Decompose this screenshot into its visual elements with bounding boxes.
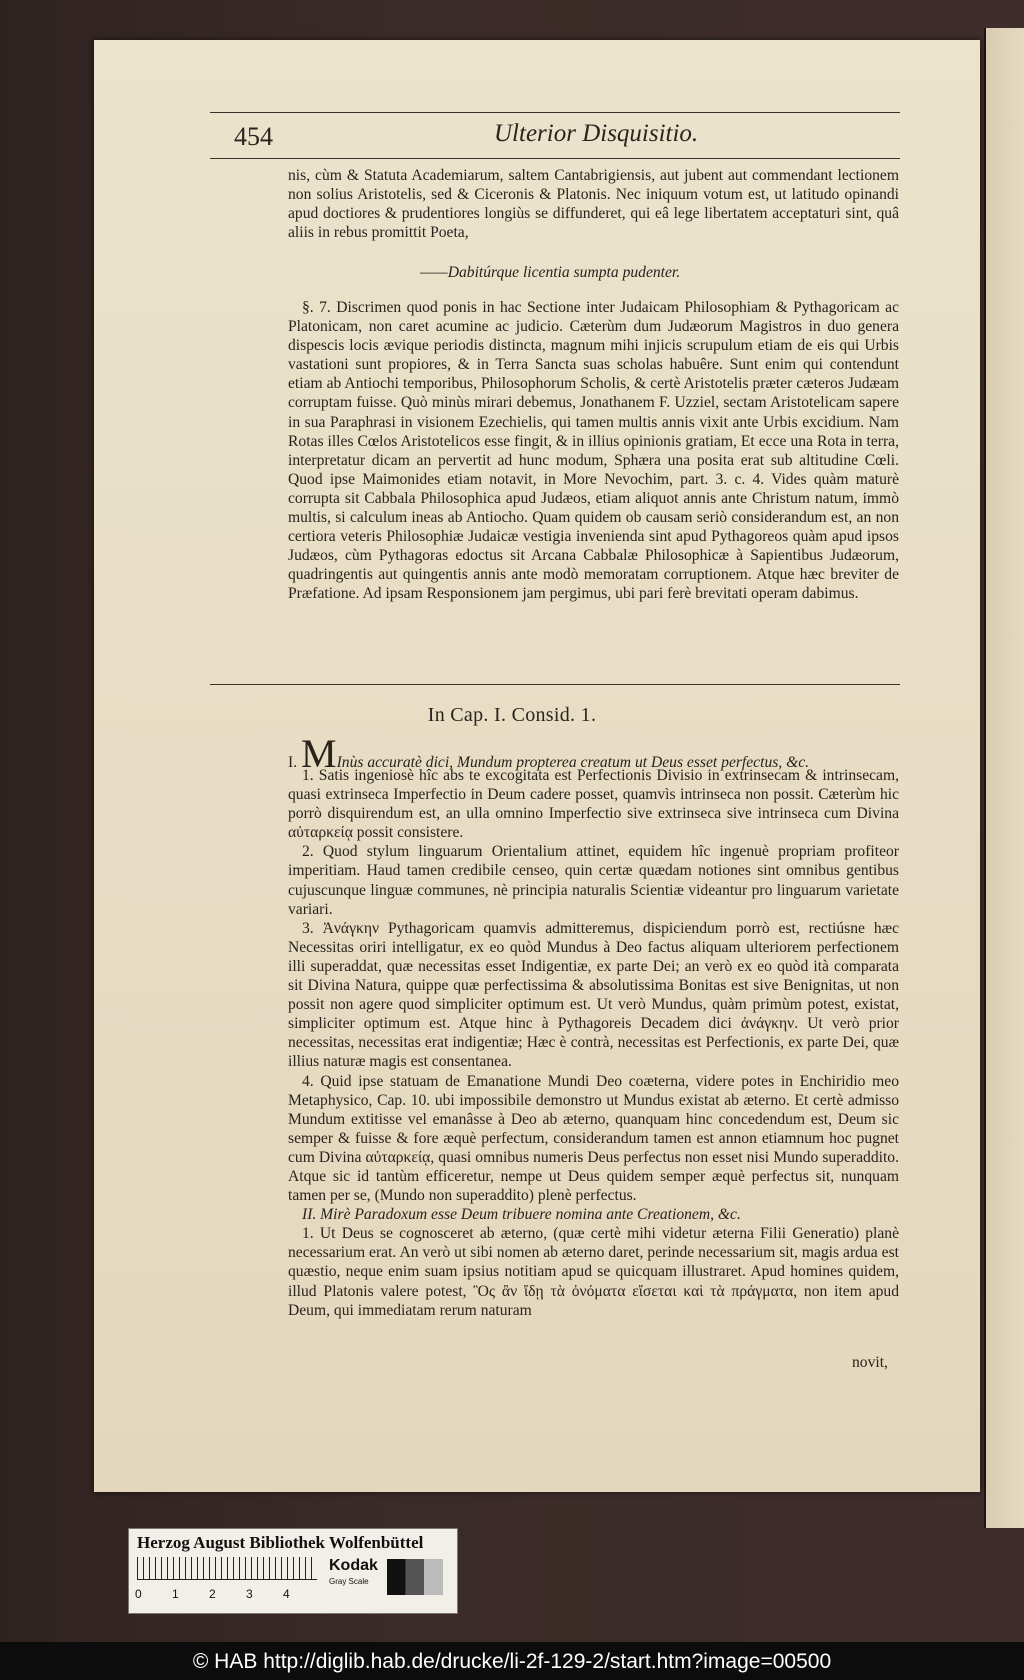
dropcap-letter: M	[301, 731, 337, 776]
section-7-text: §. 7. Discrimen quod ponis in hac Sectione inter Judaicam Philosophiam & Pythagoricam ac Platonicam, non caret acumine ac judicio. Cæterùm dum Judæorum Magistros in duo genera dispescis locis ævique periodis distincta, magnum mihi injicis scrupulum etiam de eis qui Urbis vastationi sunt propiores, & in Terra Sancta suas scholas habuêre. Sunt enim qui contendunt etiam ab Antiochi temporibus, Philosophorum Scholis, & certè Aristotelis præter cæteros Judæam corruptam fuisse. Quò minùs mirari debemus, Jonathanem F. Uzziel, sectam Aristotelicam sapere in sua Paraphrasi in visionem Ezechielis, qui tamen multis annis vixit ante Urbis excidium. Nam Rotas illes Cœlos Aristotelicos esse fingit, & in illius opinionis gratiam, Et ecce una Rota in terra, interpretatur dicam an pervertit ad hunc modum, Sphæra una posita erat sub altitudine Cœli. Quod ipse Maimonides etiam notavit, in More Nevochim, part. 3. c. 4. Vides quàm maturè corrupta sit Cabbala Philosophica apud Judæos, etiam aliquot annis ante Christum natum, immò multis, si calculum ineas ab Antiocho. Quam quidem ob causam seriò considerandum est, an non certiora veteris Philosophiæ Judaicæ vestigia invenienda sint apud Pythagoreos quàm apud ipsos Judæos, cùm Pythagoras edoctus sit Arcana Cabbalæ Philosophicæ à Sapientibus Judæorum, quadringentis aut quingentis annis ante modò memoratam corruptionem. Atque hæc breviter de Præfatione. Ad ipsam Responsionem jam pergimus, ubi pari ferè brevitati operam dabimus.	[288, 299, 899, 603]
ruler-number: 2	[209, 1587, 216, 1601]
footer-bar	[0, 1642, 1024, 1680]
section-heading: In Cap. I. Consid. 1.	[427, 704, 597, 726]
gray-scale-caption: Gray Scale	[329, 1577, 369, 1586]
running-title: Ulterior Disquisitio.	[494, 120, 699, 147]
section-divider	[210, 684, 900, 685]
section-7	[288, 298, 899, 604]
library-name: Herzog August Bibliothek Wolfenbüttel	[137, 1533, 424, 1552]
item-I-paragraphs	[288, 766, 899, 1320]
ruler-number: 0	[135, 1587, 142, 1601]
ruler-scale	[137, 1557, 317, 1580]
item-I-numeral: I.	[288, 754, 298, 771]
paragraph-3: 3. Ἀνάγκην Pythagoricam quamvis admitteremus, dispiciendum porrò est, rectiúsne hæc Necessitas oriri intelligatur, ex eo quòd Mundus à Deo factus aliquam ulteriorem perfectionem illi superaddat, quæ necessitas esset Indigentiæ, ex parte Dei; an verò ex eo quòd ità comparata sit Divina Natura, quippe quæ perfectissima & absolutissima Bonitas est sive Benignitas, ut non possit non agere quod simpliciter optimum est. Ut verò Mundus, quàm primùm potest, existat, simpliciter optimum est. Atque hinc à Pythagoreis Decadem dici ἀνάγκην. Ut verò prior necessitas, necessitas erat indigentiæ; Hæc è contrà, necessitas est Perfectionis, ex parte Dei, quæ illius naturæ magis est consentanea.	[288, 919, 899, 1071]
header-bottom-rule	[210, 158, 900, 159]
top-paragraph	[288, 166, 899, 242]
catchword: novit,	[852, 1354, 888, 1371]
adjacent-page-edge	[984, 28, 1024, 1528]
ruler-number: 3	[246, 1587, 253, 1601]
gray-scale-swatch	[387, 1559, 443, 1595]
item-II-heading: II. Mirè Paradoxum esse Deum tribuere nomina ante Creationem, &c.	[302, 1206, 741, 1224]
page-number: 454	[234, 122, 273, 151]
paragraph-1: 1. Satis ingeniosè hîc abs te excogitata est Perfectionis Divisio in extrinsecam & intrinsecam, quasi extrinseca Imperfectio in Deum cadere posset, quamvìs intrinseca non possit. Cæterùm hic porrò disquirendum est, an ulla omnino Imperfectio sive extrinseca sive intrinseca cum Divina αὐταρκείᾳ possit consistere.	[288, 767, 899, 842]
ruler-number: 1	[172, 1587, 179, 1601]
item-I-text: Inùs accuratè dici, Mundum propterea creatum ut Deus esset perfectus, &c.	[336, 754, 810, 771]
kodak-brand: Kodak	[329, 1557, 378, 1574]
top-paragraph-text: nis, cùm & Statuta Academiarum, saltem Cantabrigiensis, aut jubent aut commendant lectionem non solius Aristotelis, sed & Ciceronis & Platonis. Nec iniquum votum est, ut latitudo opinandi apud doctiores & prudentiores longiùs se diffunderet, qui eâ lege libertatem acceptaturi sint, quâ aliis in rebus promittit Poeta,	[288, 167, 899, 242]
paragraph-II-1: 1. Ut Deus se cognosceret ab æterno, (quæ certè mihi videtur æterna Filii Generatio) planè necessarium erat. An verò ut sibi nomen ab æterno daret, perinde necessarium sit, magis ardua est quæstio, neque enim suam ipsius notitiam apud se quicquam illustraret. Apud homines quidem, illud Platonis valere potest, Ὃς ἂν ἴδῃ τὰ ὀνόματα εἴσεται καὶ τὰ πράγματα, non item apud Deum, qui immediatam rerum naturam	[288, 1225, 899, 1319]
ruler-numbers	[135, 1587, 325, 1601]
library-label	[128, 1528, 458, 1614]
paragraph-4: 4. Quid ipse statuam de Emanatione Mundi Deo coæterna, videre potes in Enchiridio meo Metaphysico, Cap. 10. ubi impossibile demonstro ut Mundus existat ab æterno. Et certè admisso Mundum extitisse vel emanâsse à Deo ab æterno, quanquam hinc concedendum est, Deum sic semper & fuisse & fore æquè perfectum, considerandum tamen est annon etiamnum hoc pugnet cum Divina αὐταρκείᾳ, quasi omnibus numeris Deus perfectus non esset nisi Mundo superaddito. Atque sic id tantùm efficeretur, nempe ut Deus quidem semper æquè perfectus sit, nunquam tamen per se, (Mundo non superaddito) plenè perfectus.	[288, 1072, 899, 1205]
header-top-rule	[210, 112, 900, 113]
ruler-number: 4	[283, 1587, 290, 1601]
footer-credit: © HAB http://diglib.hab.de/drucke/li-2f-129-2/start.htm?image=00500	[192, 1650, 832, 1673]
poetic-quote: ——Dabitúrque licentia sumpta pudenter.	[420, 264, 681, 281]
paragraph-2: 2. Quod stylum linguarum Orientalium attinet, equidem hîc ingenuè propriam profiteor imperitiam. Haud tamen credibile censeo, quin certæ quædam notiones sint omnibus gentibus cujuscunque linguæ communes, nè principia naturalis Scientiæ videantur pro linguarum varietate variari.	[288, 843, 899, 918]
